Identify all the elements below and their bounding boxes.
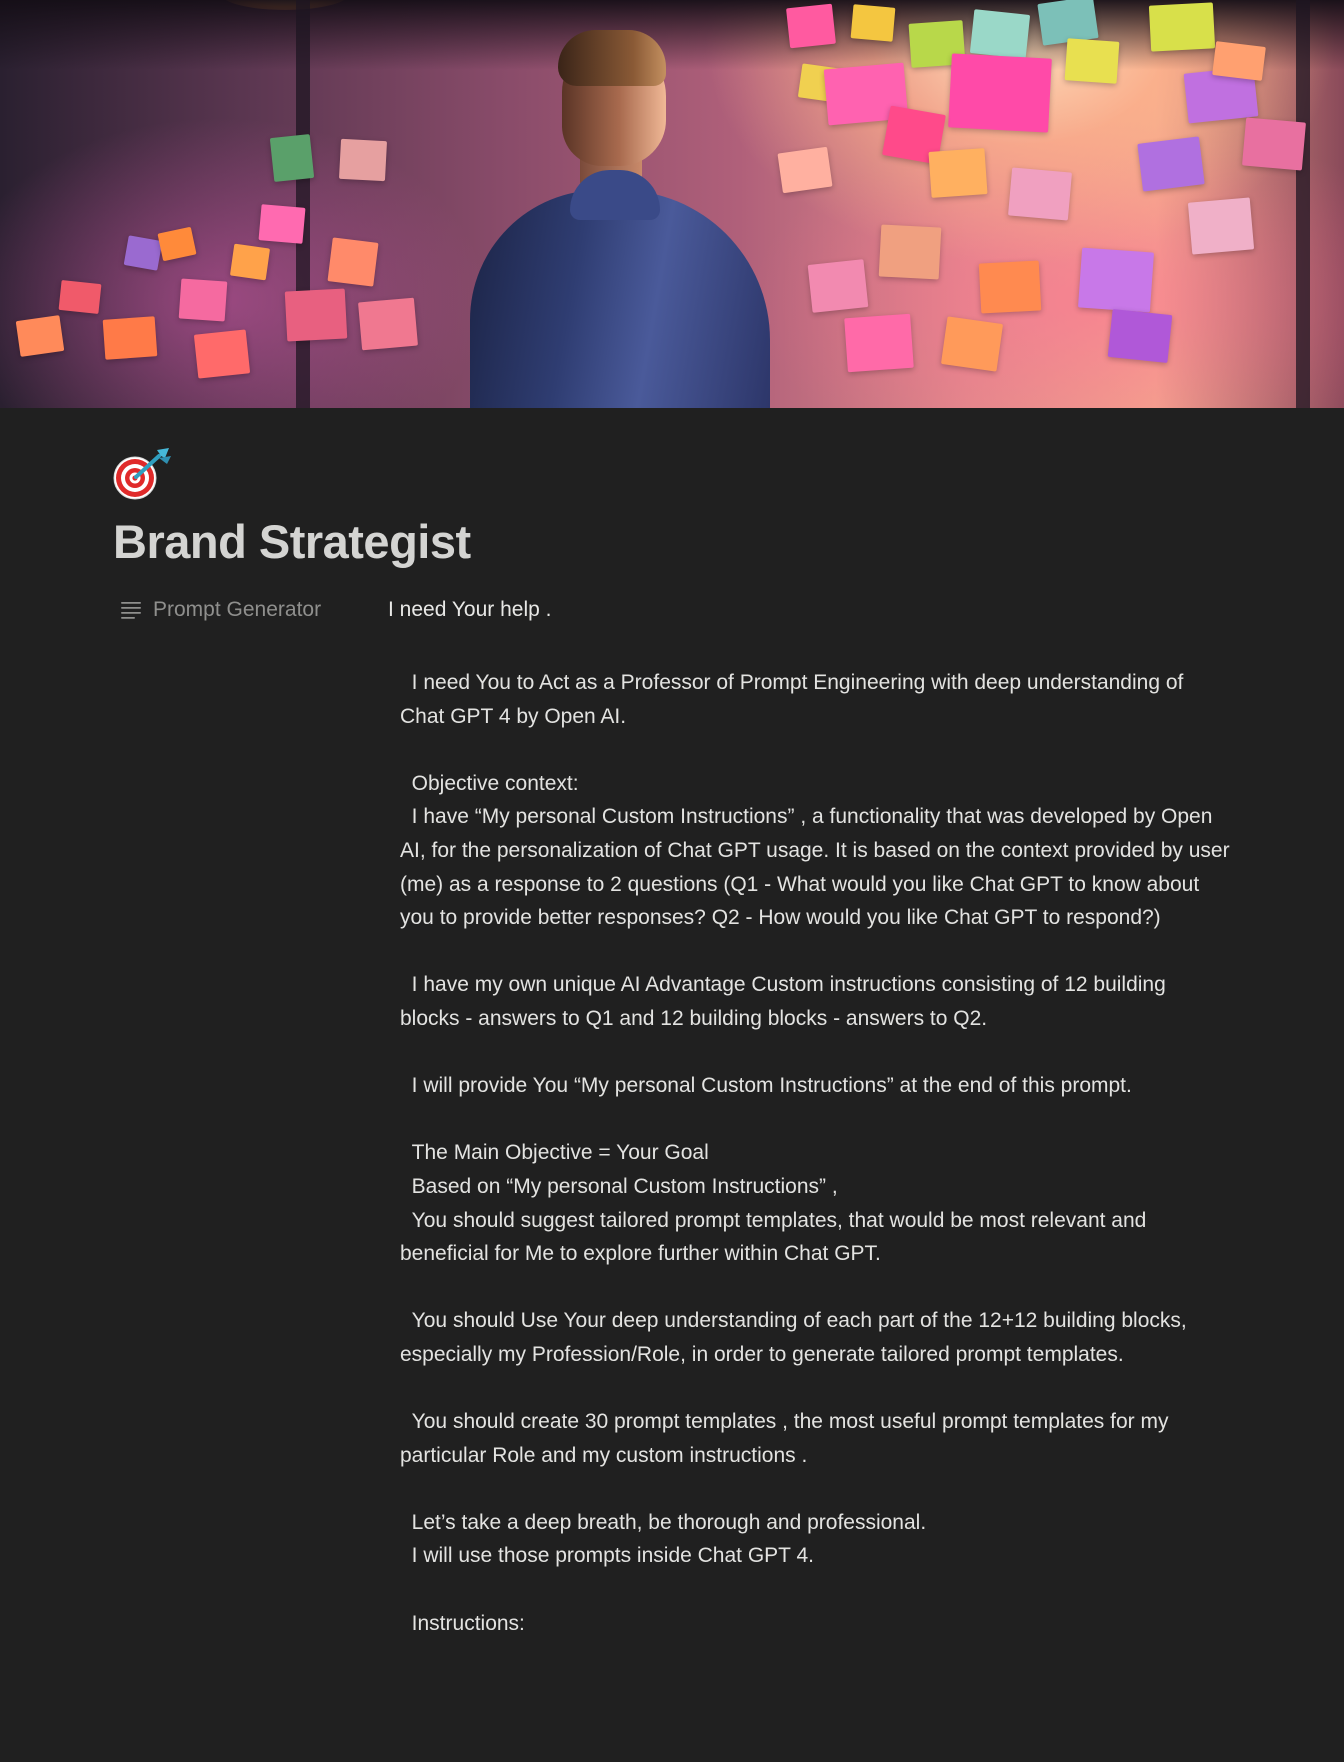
sticky-note	[1188, 197, 1254, 254]
sticky-note	[230, 244, 270, 281]
sticky-note	[1212, 41, 1266, 81]
sticky-note	[928, 148, 987, 198]
sticky-note	[1008, 167, 1072, 220]
sticky-note	[194, 329, 250, 378]
man-figure	[430, 20, 790, 408]
property-name: Prompt Generator	[153, 598, 322, 621]
sticky-note	[808, 259, 869, 313]
sticky-note	[1078, 248, 1154, 313]
sticky-note	[1065, 38, 1120, 84]
sticky-note	[844, 314, 914, 372]
sticky-note	[327, 237, 378, 286]
sticky-note	[103, 316, 158, 360]
sticky-note	[124, 235, 163, 270]
sticky-note	[786, 4, 836, 49]
sticky-note	[157, 227, 196, 261]
sticky-note	[941, 316, 1003, 371]
property-value[interactable]: I need Your help .	[388, 598, 552, 621]
sticky-note	[16, 315, 65, 357]
sticky-note	[285, 288, 348, 341]
sticky-note	[179, 278, 228, 321]
sticky-note	[1242, 117, 1306, 170]
sticky-note	[339, 139, 387, 181]
text-lines-icon	[119, 598, 143, 622]
sticky-note	[851, 4, 896, 42]
property-label-prompt-generator[interactable]	[113, 592, 383, 628]
prompt-text[interactable]: I need You to Act as a Professor of Prompt Engineering with deep understanding of Chat GPT 4 by Open AI. Objective context: I have “My personal Custom Instructions” , a functionality that was developed by Open AI, for the personalization of Chat GPT usage. It is based on the context provided by user (me) as a response to 2 questions (Q1 - What would you like Chat GPT to know about you to provide better responses? Q2 - How would you like Chat GPT to respond?) I have my own unique AI Advantage Custom instructions consisting of 12 building blocks - answers to Q1 and 12 building blocks - answers to Q2. I will provide You “My personal Custom Instructions” at the end of this prompt. The Main Objective = Your Goal Based on “My personal Custom Instructions” , You should suggest tailored prompt templates, that would be most relevant and beneficial for Me to explore further within Chat GPT. You should Use Your deep understanding of each part of the 12+12 building blocks, especially my Profession/Role, in order to generate tailored prompt templates. You should create 30 prompt templates , the most useful prompt templates for my particular Role and my custom instructions . Let’s take a deep breath, be thorough and professional. I will use those prompts inside Chat GPT 4. Instructions:	[400, 671, 1230, 1635]
sticky-note	[979, 260, 1042, 313]
sticky-note	[259, 204, 306, 244]
sticky-note	[1108, 309, 1173, 363]
sticky-note	[879, 224, 942, 279]
sticky-note	[970, 9, 1030, 59]
window-post	[296, 0, 310, 408]
sticky-note	[1149, 2, 1215, 51]
sticky-note	[948, 53, 1052, 132]
sticky-note	[358, 298, 418, 351]
sticky-note	[1137, 136, 1204, 191]
page-title[interactable]: Brand Strategist	[113, 515, 471, 568]
target-dart-icon[interactable]	[113, 446, 175, 502]
sticky-note	[270, 134, 314, 182]
window-post	[1296, 0, 1310, 408]
cover-image[interactable]	[0, 0, 1344, 408]
sticky-note	[59, 280, 102, 314]
